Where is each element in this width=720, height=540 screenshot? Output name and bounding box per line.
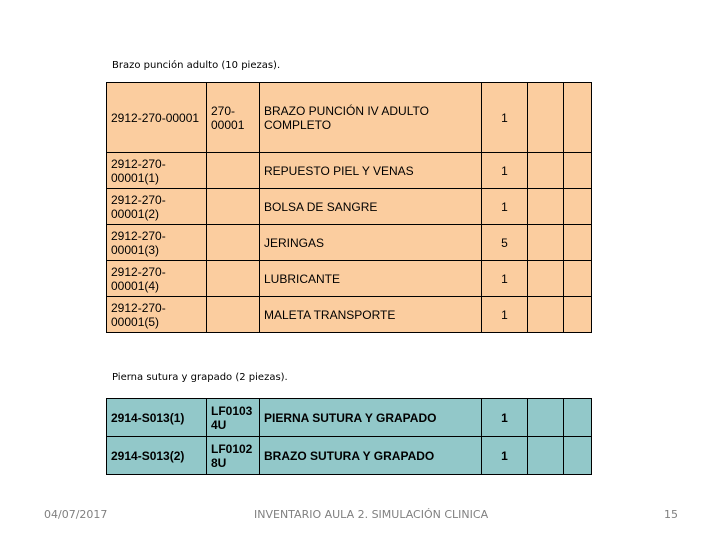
item-ref-cell	[207, 153, 260, 189]
table-row	[107, 437, 592, 475]
empty-cell	[528, 83, 564, 153]
empty-cell	[564, 261, 592, 297]
empty-cell	[528, 189, 564, 225]
footer-page-number: 15	[664, 508, 678, 521]
item-quantity-cell: 1	[482, 437, 528, 475]
table-row	[107, 153, 592, 189]
empty-cell	[564, 297, 592, 333]
item-code-cell: 2912-270- 00001(4)	[107, 261, 207, 297]
item-ref-cell	[207, 261, 260, 297]
item-description-cell: BRAZO SUTURA Y GRAPADO	[260, 437, 482, 475]
table-row	[107, 83, 592, 153]
table-row	[107, 399, 592, 437]
table-row	[107, 189, 592, 225]
table-row	[107, 261, 592, 297]
empty-cell	[564, 437, 592, 475]
item-ref-cell: LF0103 4U	[207, 399, 260, 437]
empty-cell	[564, 225, 592, 261]
item-ref-cell	[207, 189, 260, 225]
empty-cell	[564, 189, 592, 225]
footer-date: 04/07/2017	[44, 508, 108, 521]
empty-cell	[564, 153, 592, 189]
item-code-cell: 2912-270-00001	[107, 83, 207, 153]
item-code-cell: 2914-S013(1)	[107, 399, 207, 437]
item-ref-cell: 270- 00001	[207, 83, 260, 153]
item-quantity-cell: 5	[482, 225, 528, 261]
item-quantity-cell: 1	[482, 399, 528, 437]
inventory-table-brazo-puncion	[106, 82, 592, 333]
item-quantity-cell: 1	[482, 83, 528, 153]
footer-title: INVENTARIO AULA 2. SIMULACIÓN CLINICA	[254, 508, 489, 521]
item-code-cell: 2912-270- 00001(1)	[107, 153, 207, 189]
item-quantity-cell: 1	[482, 261, 528, 297]
item-code-cell: 2912-270- 00001(2)	[107, 189, 207, 225]
empty-cell	[528, 297, 564, 333]
item-description-cell: JERINGAS	[260, 225, 482, 261]
item-code-cell: 2914-S013(2)	[107, 437, 207, 475]
item-code-cell: 2912-270- 00001(5)	[107, 297, 207, 333]
item-description-cell: LUBRICANTE	[260, 261, 482, 297]
item-code-cell: 2912-270- 00001(3)	[107, 225, 207, 261]
empty-cell	[528, 225, 564, 261]
inventory-table-pierna-sutura	[106, 398, 592, 475]
empty-cell	[528, 437, 564, 475]
item-description-cell: BOLSA DE SANGRE	[260, 189, 482, 225]
empty-cell	[564, 83, 592, 153]
item-description-cell: MALETA TRANSPORTE	[260, 297, 482, 333]
item-quantity-cell: 1	[482, 297, 528, 333]
table-row	[107, 297, 592, 333]
empty-cell	[528, 399, 564, 437]
item-description-cell: PIERNA SUTURA Y GRAPADO	[260, 399, 482, 437]
item-quantity-cell: 1	[482, 153, 528, 189]
table-row	[107, 225, 592, 261]
empty-cell	[528, 153, 564, 189]
item-description-cell: BRAZO PUNCIÓN IV ADULTO COMPLETO	[260, 83, 482, 153]
item-ref-cell: LF0102 8U	[207, 437, 260, 475]
item-ref-cell	[207, 297, 260, 333]
empty-cell	[564, 399, 592, 437]
section2-caption: Pierna sutura y grapado (2 piezas).	[112, 372, 288, 383]
section1-caption: Brazo punción adulto (10 piezas).	[112, 60, 281, 71]
item-description-cell: REPUESTO PIEL Y VENAS	[260, 153, 482, 189]
empty-cell	[528, 261, 564, 297]
item-quantity-cell: 1	[482, 189, 528, 225]
item-ref-cell	[207, 225, 260, 261]
